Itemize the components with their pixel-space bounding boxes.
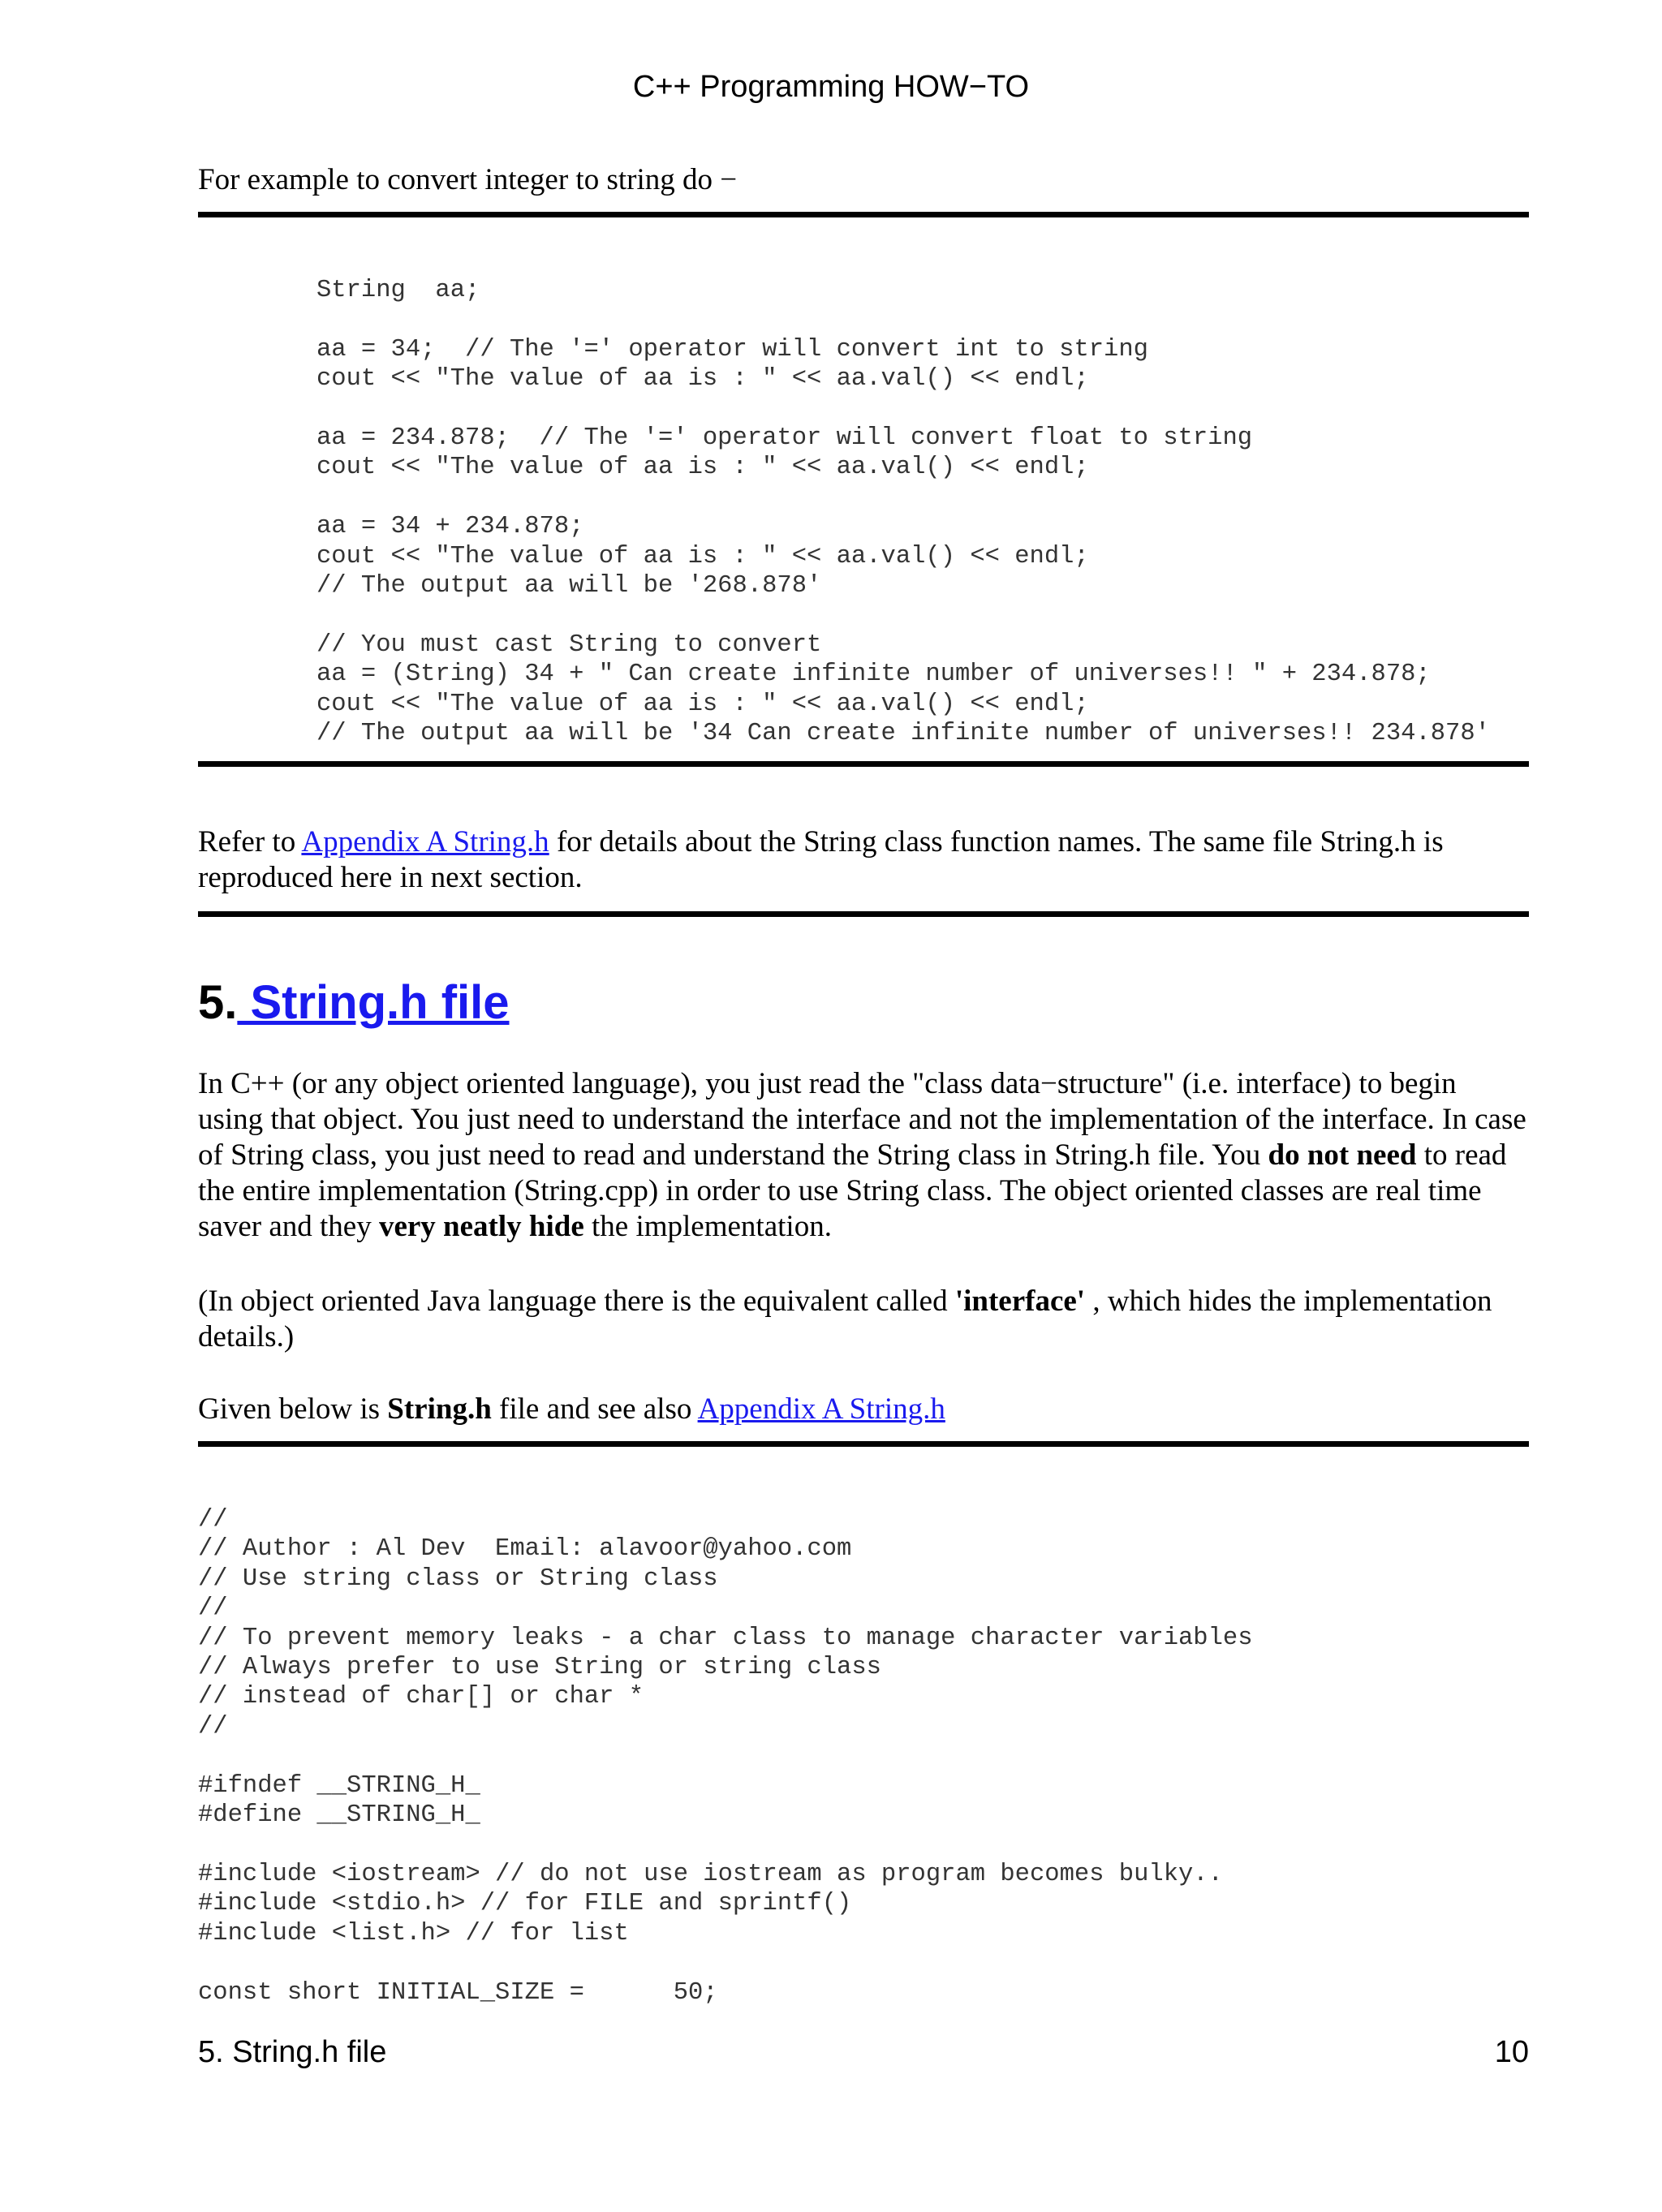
string-h-code-block: // // Author : Al Dev Email: alavoor@yahoo.com // Use string class or String class // // To prevent memory leaks - a char class to manage character variables // Always prefer to use String or string class // instead of char[] or char * // #ifndef __STRING_H_ #define __STRING_H_ #include <iostream> // do not use iostream as program becomes bulky.. #include <stdio.h> // for FILE and sprintf() #include <list.h> // for list const short INITIAL_SIZE = 50; — [198, 1506, 1253, 2007]
paragraph-text: to read the entire implementation (String.cpp) in order to use String class. The object oriented classes are real time saver and they — [198, 1138, 1507, 1243]
paragraph-text: In C++ (or any object oriented language), you just read the "class data−structure" (i.e. interface) to begin using that object. You just need to understand the interface and not the implementation of the interface. In case of String class, you just need to read and understand the String class in String.h file. You — [198, 1067, 1526, 1172]
refer-prefix: Refer to — [198, 825, 302, 859]
paragraph-text: file and see also — [491, 1392, 698, 1426]
section-heading — [198, 970, 510, 1035]
bold-text: 'interface' — [954, 1285, 1086, 1318]
bold-text: String.h — [387, 1392, 492, 1426]
given-below-paragraph — [198, 1392, 1529, 1427]
appendix-link[interactable]: Appendix A String.h — [301, 825, 549, 859]
divider-rule — [198, 212, 1529, 217]
running-header: C++ Programming HOW−TO — [632, 70, 1030, 104]
bold-text: do not need — [1268, 1138, 1417, 1172]
paragraph-text: , which hides the implementation details.) — [198, 1285, 1492, 1353]
divider-rule — [198, 761, 1529, 767]
intro-text: For example to convert integer to string do − — [198, 163, 738, 196]
divider-rule — [198, 1441, 1529, 1447]
paragraph-text: Given below is — [198, 1392, 388, 1426]
paragraph-text: (In object oriented Java language there is the equivalent called — [198, 1285, 955, 1318]
refer-suffix: for details about the String class function names. The same file String.h is reproduced here in next section. — [198, 825, 1444, 894]
divider-rule — [198, 911, 1529, 917]
appendix-link[interactable]: Appendix A String.h — [697, 1392, 945, 1426]
paragraph-text: the implementation. — [583, 1210, 832, 1243]
java-paragraph — [198, 1284, 1529, 1355]
section-title-link[interactable]: String.h file — [237, 976, 510, 1029]
bold-text: very neatly hide — [378, 1210, 584, 1243]
interface-paragraph — [198, 1066, 1529, 1245]
footer-section-title: 5. String.h file — [198, 2035, 387, 2069]
code-example-block: String aa; aa = 34; // The '=' operator will convert int to string cout << "The value of aa is : " << aa.val() << endl; aa = 234.878; // The '=' operator will convert float to string cout << "The value of aa is : " << aa.val() << endl; aa = 34 + 234.878; cout << "The value of aa is : " << aa.val() << endl; // The output aa will be '268.878' // You must cast String to convert aa = (String) 34 + " Can create infinite number of universes!! " + 234.878; cout << "The value of aa is : " << aa.val() << endl; // The output aa will be '34 Can create infinite number of universes!! 234.878' — [316, 277, 1490, 748]
refer-paragraph — [198, 824, 1529, 896]
section-number: 5. — [198, 976, 238, 1029]
footer-page-number: 10 — [1494, 2035, 1529, 2069]
